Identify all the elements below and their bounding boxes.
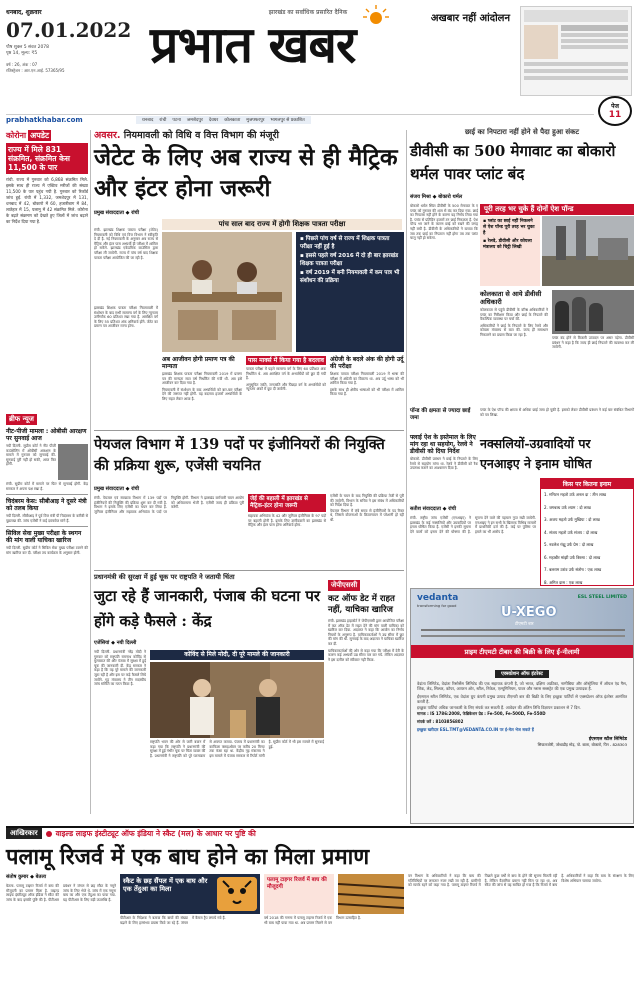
- naxal-headline: नक्सलियों-उग्रवादियों पर एनआइए ने इनाम घोषित: [480, 436, 592, 471]
- punjab-kicker: प्रधानमंत्री की सुरक्षा में हुई चूक पर राष्ट्रपति ने जतायी चिंता: [94, 573, 235, 581]
- naxal-row: 8. अमित दास : एक लाख: [544, 579, 583, 585]
- bottom-label: आखिरकार: [6, 828, 42, 839]
- punjab-byline-name: एजेंसियां: [94, 640, 110, 646]
- naxal-byline-name: सतीश संवाददाता: [410, 506, 441, 512]
- bottom-body-3-text: वर्ष 2018 की गणना में पलामू टाइगर रिजर्व में एक भी बाघ नहीं पाया गया था. अब प्रमाण मिलने से वन विभाग उत्साहित है.: [264, 916, 361, 925]
- second-byline-name: प्रमुख संवाददाता: [94, 486, 124, 492]
- court-photo: [58, 444, 88, 480]
- ad-title: U-XEGO: [501, 605, 557, 620]
- punjab-body-2: राष्ट्रपति भवन की ओर से जारी बयान में कहा गया कि राष्ट्रपति ने प्रधानमंत्री की सुरक्षा में हुई गंभीर चूक पर चिंता व्यक्त की है. प्रधानमंत्री ने राष्ट्रपति को पूरे घटनाक्रम से अवगत कराया. पंजाब में प्रधानमंत्री का काफिला फ्लाइओवर पर करीब 20 मिनट तक फंसा रहा था. केंद्रीय गृह मंत्रालय ने इस मामले में पंजाब सरकार से रिपोर्ट मांगी है. सुप्रीम कोर्ट में भी इस मामले में सुनवाई हुई.: [150, 740, 324, 758]
- page-thumbnail[interactable]: [520, 6, 632, 96]
- tiger-box-2: पलामू टाइगर रिजर्व में बाघ की मौजूदगी: [267, 877, 327, 890]
- punjab-byline-city: नयी दिल्ली: [116, 640, 137, 646]
- city-item: मुजफ्फरपुर: [246, 117, 265, 123]
- brief-b1: नयी दिल्ली. सुप्रीम कोर्ट ने नीट पीजी काउंसेलिंग में ओबीसी आरक्षण के मामले में गुरुवार को सुनवाई की. सुनवाई पूरी नहीं हो सकी, आज फिर होगी.: [6, 444, 56, 467]
- bokaro-body-2: प्लांट के ऐश पॉन्ड की क्षमता से अधिक छाई जमा हो चुकी है. इसको लेकर डीवीसी प्रबंधन ने कई बार संबंधित विभागों को पत्र लिखा.: [480, 408, 634, 417]
- bottom-body-4: वन विभाग के अधिकारियों ने कहा कि बाघ की गतिविधियों पर लगातार नजर रखी जा रही है. ग्रामीणों को सतर्क रहने को कहा गया है. पलामू टाइगर रिजर्व में पिछले कुछ वर्षों से बाघ के होने की सूचना मिलती रही है. लेकिन वैज्ञानिक प्रमाण नहीं मिल पा रहा था. अब स्कैट की जांच से यह साबित हो गया है कि रिजर्व में बाघ है. अधिकारियों ने कहा कि बाघ के संरक्षण के लिए विशेष अभियान चलाया जायेगा.: [408, 874, 634, 888]
- ad-body-3: इच्छुक पार्टियां अधिक जानकारी के लिए संपर्क कर सकती हैं. आवेदन की अंतिम तिथि विज्ञापन प्रकाशन से 7 दिन.: [417, 704, 581, 710]
- bokaro-byline-name: संजय मिश्रा: [410, 194, 431, 200]
- bokaro-body-4: कोलकाता से पहुंचे डीवीसी के वरिष्ठ अधिकारियों ने प्लांट का निरीक्षण किया और छाई के निपटारे की वैकल्पिक व्यवस्था पर चर्चा की.: [480, 308, 548, 322]
- lead-points-box: [296, 232, 404, 352]
- naxal-row: 4. संजय महतो उर्फ संजय : दो लाख: [544, 529, 598, 535]
- lead-points-list: [300, 236, 400, 285]
- naxal-reward-table: [540, 478, 634, 586]
- lead-sub-1: अब आजीवन होगी प्रमाण पत्र की मान्यता: [162, 356, 235, 370]
- tiger-photo: [338, 874, 404, 914]
- brief-b3: नयी दिल्ली. सुप्रीम कोर्ट ने सिविल सेवा मुख्य परीक्षा टालने की मांग खारिज कर दी. परीक्षा तय कार्यक्रम के अनुसार होगी.: [6, 546, 88, 555]
- bokaro-point: ▪ प्लांट का छाई नहीं निकलने से ऐश पॉन्ड पूरी तरह भर चुका है: [483, 219, 535, 236]
- divider: [94, 430, 404, 431]
- bottom-byline: संतोष कुमार ◆ बेतला: [6, 874, 47, 880]
- naxal-row: 3. अजय महतो उर्फ मुखिया : दो लाख: [544, 517, 600, 522]
- bokaro-sub-block: कोलकाता से आये डीवीसी अधिकारी कोलकाता से पहुंचे डीवीसी के वरिष्ठ अधिकारियों ने प्लांट का निरीक्षण किया और छाई के निपटारे की वैकल्पिक व्यवस्था पर चर्चा की. अधिकारियों ने छाई के निपटारे के लिए रेलवे और कोयला मंत्रालय से बात की. जल्द ही समाधान निकालने का प्रयास किया जा रहा है.: [480, 290, 548, 337]
- bokaro-body-1: बोकारो थर्मल स्थित डीवीसी के 500 मेगावाट के ए प्लांट को गुरुवार की शाम से बंद कर दिया गया. छाई का निपटारा नहीं होने के कारण यह निर्णय लिया गया है. प्लांट से प्रतिदिन हजारों टन छाई निकलता है. ऐश पॉन्ड भर जाने के कारण छाई को रखने की जगह नहीं बची है. डीवीसी के अधिकारियों ने बताया कि जब तक छाई का निपटारा नहीं होगा तब तक प्लांट चालू नहीं हो सकेगा.: [410, 204, 478, 241]
- city-item: भागलपुर से प्रकाशित: [270, 117, 305, 123]
- bokaro-sub2-block: [410, 408, 478, 432]
- punjab-subhead: कोविंद से मिले मोदी, दी पूरे मामले की जानकारी: [150, 650, 324, 660]
- punjab-body-2-text: राष्ट्रपति भवन की ओर से जारी बयान में कहा गया कि राष्ट्रपति ने प्रधानमंत्री की सुरक्षा में हुई गंभीर चूक पर चिंता व्यक्त की है.: [150, 740, 206, 758]
- newspaper-title: प्रभात खबर: [150, 15, 356, 74]
- punjab-byline: एजेंसियां ◆ नयी दिल्ली: [94, 640, 137, 646]
- page-number: 11: [608, 110, 622, 120]
- lead-body-5: शिक्षक पात्रता परीक्षा नियमावली 2019 में भाषा की परीक्षा में अंग्रेजी का विकल्प था. अब उर्दू भाषा को भी शामिल किया गया है.: [330, 372, 404, 386]
- ad-brand: vedanta: [417, 593, 459, 603]
- tiger-box: [120, 874, 260, 914]
- ad-office: सियालजोरी, जोधाडीह मोड़, पो. बाला, बोकारो, पिन - 828303: [537, 742, 627, 748]
- naxal-byline: सतीश संवाददाता ◆ रांची: [410, 506, 457, 512]
- lead-point: ▪ इससे पहले वर्ष 2016 में दो ही बार झारखंड शिक्षक पात्रता परीक्षा: [300, 253, 399, 267]
- corona-update: [6, 130, 88, 420]
- second-side-kicker: जेई की बहाली में झारखंड से मैट्रिक-इंटर होना जरूरी: [248, 494, 326, 512]
- corona-body: रांची. राज्य में गुरुवार को 6,868 संक्रमित मिले. इसके साथ ही राज्य में एक्टिव मरीजों की संख्या 11,500 के पार पहुंच गयी है. गुरुवार को रिकॉर्ड जांच हुई. रांची में 1,332, जमशेदपुर में 131, धनबाद में 42, बोकारो में 60, हजारीबाग में 84, लातेहार में 15, पलामू में 42 संक्रमित मिले. कोरोना के बढ़ते संक्रमण को देखते हुए जिलों में जांच बढ़ाने का निर्देश दिया गया है.: [6, 177, 88, 224]
- second-body-2: सहायक अभियंता के 42 और जूनियर इंजीनियर के 97 पदों पर बहाली होनी है. इसके लिए उम्मीदवारों का झारखंड से मैट्रिक और इंटर पास होना अनिवार्य होगा.: [248, 514, 326, 528]
- second-side-box: [248, 494, 326, 566]
- ad-office-title: ईएसएल स्टील लिमिटेड: [588, 737, 627, 743]
- meta-3: वर्ष : 26, अंक : 07: [6, 62, 38, 67]
- bokaro-box-title: पूरी तरह भर चुके हैं दोनों ऐश पॉन्ड: [480, 204, 634, 215]
- naxal-row: 1. मनिटन महतो उर्फ अनल दा : तीन लाख: [544, 492, 607, 497]
- brief-h3: सिविल सेवा मुख्य परीक्षा के स्थगन की मांग वाली याचिका खारिज: [6, 530, 82, 545]
- city-item: जमशेदपुर: [186, 117, 203, 123]
- lead-banner: पांच साल बाद राज्य में होगी शिक्षक पात्रता परीक्षा: [162, 219, 402, 230]
- naxal-row: 5. नवलेश गंझू उर्फ प्रेम : दो लाख: [544, 542, 594, 547]
- page-label: पेज: [611, 103, 619, 110]
- ad-body: वेदांता लिमिटेड, वेदांता रिसोर्सेस लिमिटेड की एक सहायक कंपनी है, जो भारत, दक्षिण अफ्रीका, नामीबिया और ऑस्ट्रेलिया में ऑयल एंड गैस, जिंक, लेड, सिल्वर, कॉपर, आयरन ओर, स्टील, निकेल, एल्यूमिनियम, पावर और ग्लास सब्सट्रेट की एक प्रमुख उत्पादक है.: [417, 681, 627, 692]
- bottom-kicker-bar: [6, 826, 634, 838]
- jpsc-body: रांची. झारखंड हाइकोर्ट ने जेपीएससी द्वारा आयोजित परीक्षा में कट ऑफ डेट में राहत देने की मांग वाली याचिका को खारिज कर दिया. अदालत ने कहा कि आयोग का निर्णय नियमों के अनुरूप है. याचिकाकर्ताओं ने उम्र सीमा में छूट की मांग की थी. सुनवाई के बाद अदालत ने याचिका खारिज कर दी.: [328, 619, 404, 646]
- ad-brand-sub: transforming for good: [417, 604, 457, 608]
- fly-headline: फ्लाई ऐश के इस्तेमाल के लिए मांग रहा था सहयोग, रेलवे ने डीवीसी को दिया निर्देश: [410, 434, 476, 455]
- bottom-body-3: [264, 916, 404, 976]
- plant-photo: [542, 216, 634, 286]
- modi-kovind-photo: [150, 662, 324, 738]
- bullet-icon: [46, 831, 52, 837]
- ad-offer: प्राइम टीएमटी टीबार की बिक्री के लिए ई-नीलामी: [411, 645, 633, 658]
- city-item: रांची: [159, 117, 167, 123]
- lead-body-2: झारखंड शिक्षक पात्रता परीक्षा नियमावली में संशोधन के बाद सभी सामान्य वर्ग के लिए न्यूनतम उत्तीर्णांक 60 प्रतिशत रखा गया है. आरक्षित वर्ग के लिए 55 प्रतिशत अंक अनिवार्य होंगे. जेटेट का प्रमाण पत्र आजीवन मान्य होगा.: [94, 306, 158, 329]
- lead-sub-2: पास मार्क्स में किया गया है बदलाव: [246, 356, 326, 365]
- city-item: पटना: [172, 117, 181, 123]
- bottom-body-text: बेतला. पलामू टाइगर रिजर्व में बाघ की मौजूदगी का प्रमाण मिला है. वाइल्ड लाइफ इंस्टीट्यूट ऑफ इंडिया ने स्कैट की जांच के बाद इसकी पुष्टि की है. पीटीआर प्रबंधन ने जंगल से छह स्कैट के नमूने जांच के लिए भेजे थे. जांच में एक नमूना बाघ का और एक तेंदुआ का पाया गया. यह पीटीआर के लिए बड़ी उपलब्धि है.: [6, 884, 116, 902]
- bokaro-kicker: छाई का निपटारा नहीं होने से पैदा हुआ संकट: [464, 128, 580, 136]
- lead-headline: जेटेट के लिए अब राज्य से ही मैट्रिक और इंटर होना जरूरी: [94, 144, 398, 202]
- naxal-row: 7. बलराम उरांव उर्फ संतोष : एक लाख: [544, 567, 602, 572]
- punjab-body: नयी दिल्ली. प्रधानमंत्री नरेंद्र मोदी ने गुरुवार को राष्ट्रपति रामनाथ कोविंद से मुलाकात की और पंजाब में सुरक्षा में हुई चूक की जानकारी दी. केंद्र सरकार ने कहा है कि वह पूरे मामले की जानकारी जुटा रही है और इस पर कड़े फैसले लिये जायेंगे. गृह मंत्रालय ने तीन सदस्यीय जांच समिति का गठन किया है.: [94, 650, 146, 687]
- column-divider: [406, 130, 407, 814]
- divider: [94, 570, 404, 571]
- second-body-3: एजेंसी के चयन के बाद नियुक्ति की प्रक्रिया तेजी से पूरी की जायेगी. विभाग के सचिव ने इस संबंध में अधिकारियों को निर्देश दिया है. पेयजल विभाग में लंबे समय से इंजीनियरों के पद रिक्त थे, जिससे योजनाओं के क्रियान्वयन में परेशानी हो रही थी.: [330, 494, 404, 522]
- naxal-body: रांची. राष्ट्रीय जांच एजेंसी (एनआइए) ने झारखंड के कई नक्सलियों और उग्रवादियों पर इनाम घोषित किया है. एजेंसी ने इनकी सूचना देने वालों को इनाम देने की घोषणा की है. सूचना देने वाले की पहचान गुप्त रखी जायेगी. एनआइए ने इन सभी के खिलाफ विभिन्न मामलों में प्राथमिकी दर्ज की है. कई पर पुलिस पर हमले का भी आरोप है.: [410, 516, 536, 534]
- tiger-box-1: स्कैट के छह सैंपल में एक बाघ और एक तेंदुआ का मिला: [123, 877, 208, 893]
- slogan: अखबार नहीं आंदोलन: [430, 13, 510, 24]
- jpsc-kicker: जेपीएससी: [328, 580, 360, 591]
- lead-sub-1-block: अब आजीवन होगी प्रमाण पत्र की मान्यता झारखंड शिक्षक पात्रता परीक्षा नियमावली 2019 में प्रमाण पत्र की मान्यता सात वर्ष निर्धारित की गयी थी. अब इसे आजीवन कर दिया गया है. नियमावली में संशोधन के बाद अभ्यर्थियों को बार-बार परीक्षा देने की जरूरत नहीं होगी. यह बदलाव हजारों अभ्यर्थियों के लिए राहत लेकर आया है.: [162, 356, 242, 401]
- lead-body-1: रांची. झारखंड शिक्षक पात्रता परीक्षा (जेटेट) नियमावली को विधि एवं वित्त विभाग ने स्वीकृति दे दी है. नई नियमावली के अनुसार अब राज्य से मैट्रिक और इंटर पास अभ्यर्थी ही परीक्षा में शामिल हो सकेंगे. झारखंड एकेडमिक काउंसिल द्वारा परीक्षा ली जायेगी. राज्य में पांच वर्ष बाद शिक्षक पात्रता परीक्षा आयोजित की जा रही है.: [94, 228, 158, 260]
- brief-h1: नीट-पीजी मामला : ओबीसी आरक्षण पर सुनवाई आज: [6, 428, 87, 442]
- page-number-badge: [598, 96, 632, 126]
- brief-news: ब्रीफ न्यूज नीट-पीजी मामला : ओबीसी आरक्षण पर सुनवाई आज नयी दिल्ली. सुप्रीम कोर्ट ने नीट पीजी काउंसेलिंग में ओबीसी आरक्षण के मामले में गुरुवार को सुनवाई की. सुनवाई पूरी नहीं हो सकी, आज फिर होगी. रांची. सुप्रीम कोर्ट में मामले पर फिर से सुनवाई होगी. केंद्र सरकार ने अपना पक्ष रखा है. चिदंबरम केस: सीबीआइ ने दूसरे मंत्री को तलब किया नयी दिल्ली. सीबीआइ ने पूर्व वित्त मंत्री पी चिदंबरम के करीबी से पूछताछ की. जांच एजेंसी ने कई दस्तावेज मांगे हैं. सिविल सेवा मुख्य परीक्षा के स्थगन की मांग वाली याचिका खारिज नयी दिल्ली. सुप्रीम कोर्ट ने सिविल सेवा मुख्य परीक्षा टालने की मांग खारिज कर दी. परीक्षा तय कार्यक्रम के अनुसार होगी.: [6, 415, 88, 555]
- city-list: [136, 116, 311, 124]
- tagline: झारखंड का सर्वाधिक प्रसारित दैनिक: [268, 9, 348, 16]
- officials-photo: [552, 290, 634, 334]
- city-item: कोलकाता: [224, 117, 241, 123]
- second-byline-city: रांची: [131, 486, 140, 492]
- ad-spec: मानक : IS 1786:2008, फेब्रिकेशन ग्रेड : Fe-500, Fe-500D, Fe-550D: [417, 711, 546, 717]
- bokaro-byline: संजय मिश्रा ◆ बोकारो थर्मल: [410, 194, 463, 200]
- naxal-byline-city: रांची: [448, 506, 457, 512]
- masthead-left-meta: [6, 8, 136, 108]
- bokaro-box: [480, 216, 540, 286]
- bokaro-headline: डीवीसी का 500 मेगावाट का बोकारो थर्मल पावर प्लांट बंद: [410, 142, 616, 183]
- bokaro-body-3: प्लांट बंद होने से बिजली उत्पादन पर असर पड़ेगा. डीवीसी प्रबंधन ने कहा है कि जल्द ही छाई निपटारे की व्यवस्था कर ली जायेगी.: [552, 336, 634, 350]
- bokaro-sub: कोलकाता से आये डीवीसी अधिकारी: [480, 290, 542, 306]
- tiger-icon: [217, 877, 257, 911]
- website-link[interactable]: prabhatkhabar.com: [6, 115, 83, 124]
- bottom-kicker: वाइल्ड लाइफ इंस्टीट्यूट ऑफ इंडिया ने स्कैट (मल) के आधार पर पुष्टि की: [55, 828, 256, 838]
- second-byline: प्रमुख संवाददाता ◆ रांची: [94, 486, 140, 492]
- exam-photo: [162, 232, 292, 352]
- corona-title-a: कोरोना: [6, 131, 27, 140]
- bottom-headline: पलामू रिजर्व में एक बाघ होने का मिला प्रमाण: [6, 844, 370, 870]
- city-item: देवघर: [208, 117, 219, 123]
- lead-kicker-word: अवसर.: [94, 130, 121, 141]
- bottom-body-4-text: वन विभाग के अधिकारियों ने कहा कि बाघ की गतिविधियों पर लगातार नजर रखी जा रही है. ग्रामीणों को सतर्क रहने को कहा गया है.: [408, 874, 481, 888]
- second-body-text: रांची. पेयजल एवं स्वच्छता विभाग में 139 पदों पर इंजीनियरों की नियुक्ति की प्रक्रिया शुरू कर दी गयी है. विभाग ने इसके लिए एजेंसी का चयन कर लिया है. जूनियर इंजीनियर और सहायक अभियंता के पदों पर नियुक्ति होगी. विभाग ने झारखंड कर्मचारी चयन आयोग को अधियाचना भेजी है. एजेंसी जल्द ही प्रक्रिया पूरी करेगी.: [94, 496, 244, 514]
- naxal-rows: [541, 489, 633, 604]
- lead-point: ▪ वर्ष 2019 में बनी नियमावली में कम पात्र भी संशोधन की प्रक्रिया: [300, 270, 400, 284]
- ad-notice: एक्सप्रेशन ऑफ इंटरेस्ट: [495, 670, 549, 678]
- fly-ash-story: [410, 434, 478, 504]
- lead-sub-3-block: अंग्रेजी के बदले अंक की होगी उर्दू की परीक्षा शिक्षक पात्रता परीक्षा नियमावली 2019 में भाषा की परीक्षा में अंग्रेजी का विकल्प था. अब उर्दू भाषा को भी शामिल किया गया है. इसके साथ ही क्षेत्रीय भाषाओं को भी परीक्षा में शामिल किया गया है.: [330, 356, 404, 397]
- date: 07.01.2022: [6, 18, 132, 42]
- bokaro-point: ▪ रेलवे, डीवीसी और कोयला मंत्रालय को चिट्ठी लिखी: [483, 239, 532, 250]
- brief-b2: नयी दिल्ली. सीबीआइ ने पूर्व वित्त मंत्री पी चिदंबरम के करीबी से पूछताछ की. जांच एजेंसी ने कई दस्तावेज मांगे हैं.: [6, 514, 88, 523]
- ad-banner: [411, 589, 633, 645]
- tiger-box-2-wrap: [264, 874, 334, 914]
- column-divider: [90, 130, 91, 814]
- naxal-body-text: रांची. राष्ट्रीय जांच एजेंसी (एनआइए) ने झारखंड के कई नक्सलियों और उग्रवादियों पर इनाम घोषित किया है. एजेंसी ने इनकी सूचना देने वालों को इनाम देने की घोषणा की है. सूचना देने वाले की पहचान गुप्त रखी जायेगी.: [410, 516, 536, 534]
- city-day: धनबाद, शुक्रवार: [6, 9, 42, 16]
- ad-partner: ESL STEEL LIMITED: [577, 595, 627, 600]
- meta-4: रजिस्ट्रेशन : आर.एन.आई. 57365/95: [6, 68, 65, 73]
- lead-sub-2-block: पास मार्क्स में किया गया है बदलाव पात्रता परीक्षा में पहले सामान्य वर्ग के लिए 60 प्रतिशत अंक निर्धारित थे. अब आरक्षित वर्ग के अभ्यर्थियों को छूट दी गयी है. अनुसूचित जाति, जनजाति और पिछड़ा वर्ग के अभ्यर्थियों को न्यूनतम अंकों में छूट दी जायेगी.: [246, 357, 326, 392]
- lead-kicker-text: नियमावली को विधि व वित्त विभाग की मंजूरी: [123, 130, 279, 141]
- lead-kicker: [94, 128, 404, 140]
- lead-point: ▪ पिछले पांच वर्ष से राज्य में शिक्षक पात्रता परीक्षा नहीं हुई है: [300, 236, 390, 250]
- lead-body-4: पात्रता परीक्षा में पहले सामान्य वर्ग के लिए 60 प्रतिशत अंक निर्धारित थे. अब आरक्षित वर्ग के अभ्यर्थियों को छूट दी गयी है.: [246, 367, 326, 381]
- jpsc-headline: कट ऑफ डेट में राहत नहीं, याचिका खारिज: [328, 594, 395, 615]
- bottom-byline-city: बेतला: [35, 874, 47, 880]
- bottom-body-2-text: पीटीआर के निदेशक ने बताया कि बाघों की संख्या बढ़ाने के लिए हरसंभव प्रयास किये जा रहे हैं. जंगल में कैमरा ट्रैप लगाये गये हैं.: [120, 916, 226, 925]
- punjab-headline: जुटा रहे हैं जानकारी, पंजाब की घटना पर होंगे कड़े फैसले : केंद्र: [94, 587, 320, 630]
- brief-label: ब्रीफ न्यूज: [6, 414, 37, 425]
- fly-body: बोकारो. डीवीसी प्रबंधन ने छाई के निपटारे के लिए रेलवे से सहयोग मांगा था. रेलवे ने डीवीसी को रैक उपलब्ध कराने का आश्वासन दिया है.: [410, 457, 478, 471]
- city-item: धनबाद: [142, 117, 154, 123]
- naxal-row: 2. जगन्नाथ उर्फ श्याम : दो लाख: [544, 504, 591, 510]
- meta-1: पौष शुक्ल 5 संवत 2078: [6, 45, 50, 50]
- corona-title-b: अपडेट: [30, 131, 50, 140]
- city-bar: [6, 114, 594, 124]
- jpsc-story: जेपीएससी कट ऑफ डेट में राहत नहीं, याचिका खारिज रांची. झारखंड हाइकोर्ट ने जेपीएससी द्वारा आयोजित परीक्षा में कट ऑफ डेट में राहत देने की मांग वाली याचिका को खारिज कर दिया. अदालत ने कहा कि आयोग का निर्णय नियमों के अनुरूप है. याचिकाकर्ताओं ने उम्र सीमा में छूट की मांग की थी. सुनवाई के बाद अदालत ने याचिका खारिज कर दी. याचिकाकर्ताओं की ओर से कहा गया कि परीक्षा में देरी के कारण कई अभ्यर्थी उम्र सीमा पार कर गये. लेकिन अदालत ने इस दलील को स्वीकार नहीं किया.: [328, 581, 404, 662]
- naxal-row: 6. महाबीर मांझी उर्फ बिरसा : दो लाख: [544, 554, 601, 560]
- lead-byline-city: रांची: [131, 210, 140, 216]
- ad-body-2: ईएसएल स्टील लिमिटेड, एक वेदांता ग्रुप कंपनी प्रमुख उत्पाद टीएमटी बार की बिक्री के लिए इच्छुक पार्टियों से एक्सप्रेशन ऑफ इंटरेस्ट आमंत्रित करती है.: [417, 693, 627, 705]
- naxal-table-title: किस पर कितना इनाम: [541, 479, 633, 489]
- bokaro-sub-2: पॉन्ड की क्षमता से ज्यादा छाई जमा: [410, 408, 471, 421]
- vedanta-ad[interactable]: [410, 588, 634, 824]
- brief-h2: चिदंबरम केस: सीबीआइ ने दूसरे मंत्री को तलब किया: [6, 498, 87, 513]
- lead-byline-name: प्रमुख संवाददाता: [94, 210, 124, 216]
- lead-body-3: झारखंड शिक्षक पात्रता परीक्षा नियमावली 2019 में प्रमाण पत्र की मान्यता सात वर्ष निर्धारित की गयी थी. अब इसे आजीवन कर दिया गया है.: [162, 372, 242, 386]
- second-headline: पेयजल विभाग में 139 पदों पर इंजीनियरों की नियुक्ति की प्रक्रिया शुरू, एजेंसी चयनित: [94, 436, 385, 474]
- bottom-byline-name: संतोष कुमार: [6, 874, 29, 880]
- corona-headline: राज्य में मिले 831 संक्रमित, संक्रमित केस 11,500 के पार: [6, 143, 88, 174]
- ad-title-sub: टीएमटी बार: [515, 622, 534, 627]
- bottom-body: [6, 884, 116, 976]
- ad-contact: संपर्क करें : 8103856802: [417, 719, 464, 725]
- bokaro-byline-city: बोकारो थर्मल: [438, 194, 463, 200]
- bokaro-photo-block: [552, 290, 634, 406]
- lead-byline: प्रमुख संवाददाता ◆ रांची: [94, 210, 140, 216]
- bottom-body-2: [120, 916, 260, 976]
- meta-2: पृष्ठ 14, मूल्य: ₹5: [6, 51, 38, 56]
- lead-sub-3: अंग्रेजी के बदले अंक की होगी उर्दू की परीक्षा: [330, 356, 404, 370]
- bokaro-points-list: [483, 219, 537, 251]
- second-body: [94, 496, 244, 566]
- ad-email[interactable]: इच्छुक खरीदार ESL.TMT@VEDANTA.CO.IN पर ई-मेल भेज सकते हैं: [417, 727, 534, 733]
